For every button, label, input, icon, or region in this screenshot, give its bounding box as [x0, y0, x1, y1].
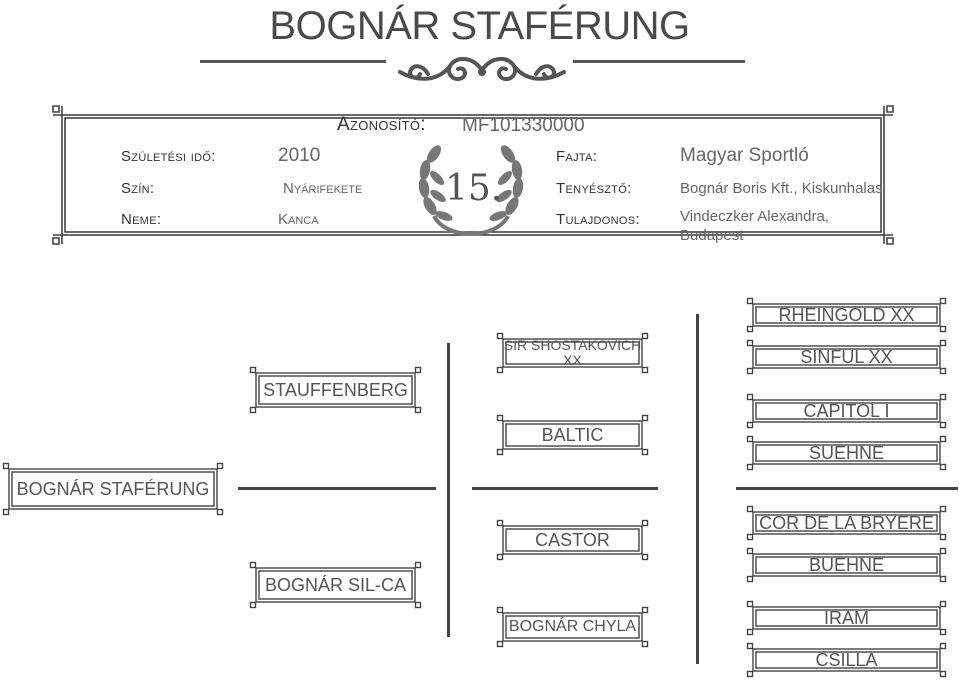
page-title: BOGNÁR STAFÉRUNG: [269, 4, 690, 48]
owner-value-line2: Budapest: [680, 227, 744, 244]
pedigree-box-dam-dam: [496, 606, 649, 648]
pedigree-box-gen3-8: [746, 642, 947, 678]
pedigree-line-gen3: [736, 487, 958, 490]
pedigree-box-dam-sire: [496, 519, 649, 561]
pedigree-box-dam: [249, 561, 422, 609]
owner-label: Tulajdonos:: [556, 211, 640, 228]
pedigree-line-gen1: [238, 487, 436, 490]
pedigree-gen3-name: CAPITOL I: [803, 400, 890, 421]
pedigree-box-subject: [2, 462, 224, 516]
rank-number: 15.: [445, 168, 503, 209]
pedigree-bracket-gen2: [696, 314, 699, 664]
pedigree-sire-sire-name: SIR SHOSTAKOVICH XX: [503, 337, 642, 368]
pedigree-gen3-name: CSILLA: [815, 649, 878, 670]
pedigree-box-sire: [249, 366, 422, 414]
id-label: Azonosító:: [337, 114, 426, 135]
pedigree-box-gen3-3: [746, 393, 947, 429]
birth-value: 2010: [278, 145, 321, 166]
id-value: MF101330000: [462, 115, 585, 136]
owner-value-line1: Vindeczker Alexandra,: [680, 208, 829, 225]
pedigree-box-gen3-1: [746, 297, 947, 333]
color-label: Szín:: [121, 180, 155, 197]
pedigree-gen3-name: COR DE LA BRYERE: [759, 512, 934, 533]
pedigree-bracket-gen1: [447, 343, 450, 637]
pedigree-dam-sire-name: CASTOR: [535, 529, 610, 550]
pedigree-box-gen3-5: [746, 505, 947, 541]
pedigree-gen3-name: IRAM: [824, 607, 869, 628]
pedigree-sire-name: STAUFFENBERG: [263, 379, 408, 400]
pedigree-box-gen3-2: [746, 339, 947, 375]
pedigree-dam-name: BOGNÁR SIL-CA: [264, 574, 407, 595]
pedigree-box-sire-dam: [496, 414, 649, 456]
pedigree-sire-dam-name: BALTIC: [541, 424, 604, 445]
sex-label: Neme:: [121, 211, 162, 228]
pedigree-dam-dam-name: BOGNÁR CHYLA: [508, 617, 637, 635]
pedigree-subject-name: BOGNÁR STAFÉRUNG: [16, 478, 210, 499]
birth-label: Születési idő:: [121, 148, 216, 165]
breeder-label: Tenyésztő:: [556, 180, 632, 197]
pedigree-gen3-name: SUEHNE: [808, 442, 884, 463]
title-rule-right: [573, 60, 745, 63]
ornament-icon: [392, 50, 572, 90]
breed-value: Magyar Sportló: [680, 145, 809, 166]
pedigree-box-gen3-6: [746, 547, 947, 583]
pedigree-box-sire-sire: [496, 332, 649, 374]
pedigree-gen3-name: BUEHNE: [808, 554, 884, 575]
pedigree-gen3-name: SINFUL XX: [800, 346, 893, 367]
pedigree-box-gen3-4: [746, 435, 947, 471]
pedigree-gen3-name: RHEINGOLD XX: [778, 304, 915, 325]
breeder-value: Bognár Boris Kft., Kiskunhalas: [680, 180, 883, 197]
breed-label: Fajta:: [556, 148, 598, 165]
pedigree-line-gen2: [472, 487, 658, 490]
color-value: Nyárifekete: [283, 180, 363, 197]
pedigree-box-gen3-7: [746, 600, 947, 636]
sex-value: Kanca: [278, 211, 319, 228]
title-rule-left: [200, 60, 386, 63]
